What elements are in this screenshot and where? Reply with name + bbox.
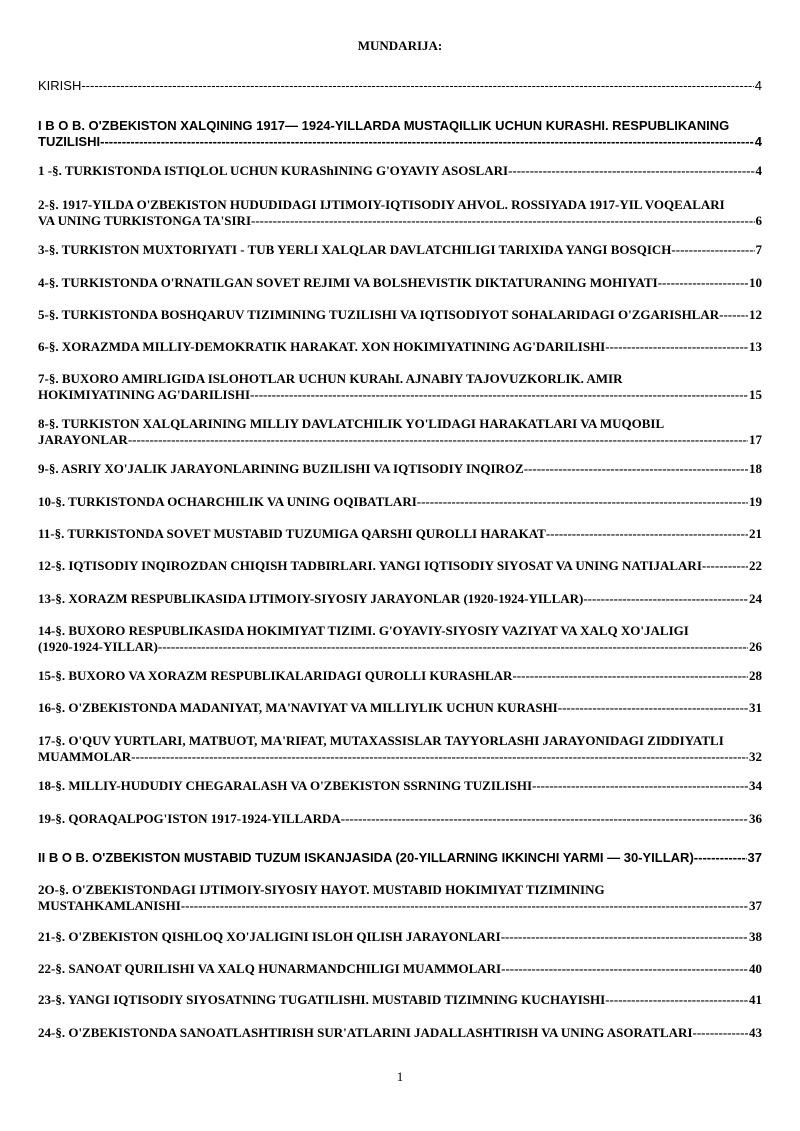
toc-entry-page: 31	[749, 700, 762, 715]
toc-entry-title: 21-§. O'ZBEKISTON QISHLOQ XO'JALIGINI ISLOH QILISH JARAYONLARI	[38, 929, 501, 944]
toc-entry-page: 4	[754, 134, 762, 149]
toc-entry-page: 41	[749, 992, 762, 1007]
dot-leader	[693, 1025, 748, 1041]
dot-leader	[546, 526, 748, 542]
toc-entry-title: 15-§. BUXORO VA XORAZM RESPUBLIKALARIDAGI QUROLLI KURASHLAR	[38, 668, 513, 683]
toc-entry-title: KIRISH	[38, 78, 82, 93]
toc-entry-page: 13	[749, 339, 762, 354]
toc-entry[interactable]	[38, 163, 762, 179]
dot-leader	[512, 668, 748, 684]
dot-leader	[524, 461, 748, 477]
dot-leader	[532, 778, 748, 794]
toc-entry-title-line2: VA UNING TURKISTONGA TA'SIRI	[38, 213, 252, 228]
dot-leader	[501, 961, 748, 977]
toc-entry[interactable]	[38, 558, 762, 574]
dot-leader	[251, 213, 754, 229]
toc-entry-page: 37	[749, 898, 762, 913]
toc-entry[interactable]	[38, 992, 762, 1008]
toc-entry[interactable]	[38, 461, 762, 477]
toc-entry[interactable]	[38, 882, 762, 914]
dot-leader	[131, 749, 748, 765]
toc-entry[interactable]	[38, 591, 762, 607]
dot-leader	[605, 339, 748, 355]
toc-entry-title: 1 -§. TURKISTONDA ISTIQLOL UCHUN KURAShINING G'OYAVIY ASOSLARI	[38, 163, 509, 178]
dot-leader	[417, 494, 748, 510]
toc-entry-page: 15	[749, 387, 762, 402]
toc-entry-page: 10	[749, 275, 762, 290]
toc-entry-page: 12	[749, 307, 762, 322]
dot-leader	[181, 898, 748, 914]
toc-entry-title: 3-§. TURKISTON MUXTORIYATI - TUB YERLI XALQLAR DAVLATCHILIGI TARIXIDA YANGI BOSQICH	[38, 242, 672, 257]
toc-entry[interactable]	[38, 197, 762, 229]
toc-entry-page: 37	[747, 850, 762, 865]
toc-entry-title-line1: 2-§. 1917-YILDA O'ZBEKISTON HUDUDIDAGI IJTIMOIY-IQTISODIY AHVOL. ROSSIYADA 1917-YIL VOQEALARI	[38, 197, 725, 212]
toc-entry-title: 13-§. XORAZM RESPUBLIKASIDA IJTIMOIY-SIYOSIY JARAYONLAR (1920-1924-YILLAR)	[38, 591, 584, 606]
dot-leader	[558, 700, 748, 716]
dot-leader	[605, 992, 748, 1008]
toc-entry-title: 18-§. MILLIY-HUDUDIY CHEGARALASH VA O'ZBEKISTON SSRNING TUZILISHI	[38, 778, 533, 793]
toc-entry[interactable]	[38, 850, 762, 866]
toc-entry-title: 24-§. O'ZBEKISTONDA SANOATLASHTIRISH SUR'ATLARINI JADALLASHTIRISH VA UNING ASORATLARI	[38, 1025, 693, 1040]
toc-entry[interactable]	[38, 526, 762, 542]
toc-entry-page: 26	[749, 639, 762, 654]
toc-entry-title-line1: I B O B. O'ZBEKISTON XALQINING 1917— 1924-YILLARDA MUSTAQILLIK UCHUN KURASHI. RESPUBLIKANING	[38, 118, 730, 133]
toc-entry[interactable]	[38, 494, 762, 510]
toc-entry-page: 4	[754, 78, 762, 93]
toc-entry-title: 9-§. ASRIY XO'JALIK JARAYONLARINING BUZILISHI VA IQTISODIY INQIROZ	[38, 461, 524, 476]
dot-leader	[250, 387, 748, 403]
toc-entry-page: 43	[749, 1025, 762, 1040]
toc-entry-title: II B O B. O'ZBEKISTON MUSTABID TUZUM ISKANJASIDA (20-YILLARNING IKKINCHI YARMI — 30-YILLAR)	[38, 850, 694, 865]
toc-entry-title-line2: HOKIMIYATINING AG'DARILISHI	[38, 387, 251, 402]
toc-entry[interactable]	[38, 623, 762, 655]
toc-entry-page: 40	[749, 961, 762, 976]
dot-leader	[694, 850, 747, 866]
toc-entry-page: 36	[749, 811, 762, 826]
toc-entry[interactable]	[38, 307, 762, 323]
toc-entry-page: 19	[749, 494, 762, 509]
toc-entry[interactable]	[38, 78, 762, 94]
toc-entry-title-line2: TUZILISHI	[38, 134, 101, 149]
toc-entry[interactable]	[38, 733, 762, 765]
toc-entry[interactable]	[38, 242, 762, 258]
toc-entry-page: 4	[755, 163, 762, 178]
toc-entry-title-line2: MUAMMOLAR	[38, 749, 132, 764]
toc-entry[interactable]	[38, 1025, 762, 1041]
toc-entry[interactable]	[38, 778, 762, 794]
dot-leader	[671, 242, 754, 258]
toc-entry-title-line1: 8-§. TURKISTON XALQLARINING MILLIY DAVLATCHILIK YO'LIDAGI HARAKATLARI VA MUQOBIL	[38, 416, 665, 431]
toc-entry-title-line2: (1920-1924-YILLAR)	[38, 639, 158, 654]
toc-entry-title-line1: 2O-§. O'ZBEKISTONDAGI IJTIMOIY-SIYOSIY HAYOT. MUSTABID HOKIMIYAT TIZIMINING	[38, 882, 605, 897]
toc-entry[interactable]	[38, 811, 762, 827]
toc-entry-title: 19-§. QORAQALPOG'ISTON 1917-1924-YILLARDA	[38, 811, 341, 826]
toc-entry-title-line1: 7-§. BUXORO AMIRLIGIDA ISLOHOTLAR UCHUN KURAhI. AJNABIY TAJOVUZKORLIK. AMIR	[38, 371, 623, 386]
dot-leader	[128, 432, 748, 448]
toc-entry-page: 38	[749, 929, 762, 944]
toc-entry-title: 10-§. TURKISTONDA OCHARCHILIK VA UNING OQIBATLARI	[38, 494, 417, 509]
toc-entry-title: 12-§. IQTISODIY INQIROZDAN CHIQISH TADBIRLARI. YANGI IQTISODIY SIYOSAT VA UNING NATIJALARI	[38, 558, 702, 573]
toc-entry[interactable]	[38, 416, 762, 448]
toc-entry-title-line2: JARAYONLAR	[38, 432, 128, 447]
toc-entry-title-line1: 17-§. O'QUV YURTLARI, MATBUOT, MA'RIFAT, MUTAXASSISLAR TAYYORLASHI JARAYONIDAGI ZIDDIYATLI	[38, 733, 724, 748]
dot-leader	[81, 78, 753, 94]
toc-entry-title-line1: 14-§. BUXORO RESPUBLIKASIDA HOKIMIYAT TIZIMI. G'OYAVIY-SIYOSIY VAZIYAT VA XALQ XO'JALIGI	[38, 623, 689, 638]
toc-entry-page: 24	[749, 591, 762, 606]
dot-leader	[719, 307, 748, 323]
toc-entry-page: 17	[749, 432, 762, 447]
toc-entry-page: 7	[755, 242, 762, 257]
toc-entry[interactable]	[38, 118, 762, 150]
toc-entry[interactable]	[38, 275, 762, 291]
toc-entry-title: 16-§. O'ZBEKISTONDA MADANIYAT, MA'NAVIYAT VA MILLIYLIK UCHUN KURASHI	[38, 700, 558, 715]
toc-entry-page: 22	[749, 558, 762, 573]
toc-entry-title: 4-§. TURKISTONDA O'RNATILGAN SOVET REJIMI VA BOLSHEVISTIK DIKTATURANING MOHIYATI	[38, 275, 658, 290]
toc-entry-title: 23-§. YANGI IQTISODIY SIYOSATNING TUGATILISHI. MUSTABID TIZIMNING KUCHAYISHI	[38, 992, 606, 1007]
dot-leader	[658, 275, 748, 291]
toc-entry-title: 5-§. TURKISTONDA BOSHQARUV TIZIMINING TUZILISHI VA IQTISODIYOT SOHALARIDAGI O'ZGARISHLAR	[38, 307, 720, 322]
toc-entry-page: 18	[749, 461, 762, 476]
toc-entry-title: 6-§. XORAZMDA MILLIY-DEMOKRATIK HARAKAT. XON HOKIMIYATINING AG'DARILISHI	[38, 339, 606, 354]
toc-entry[interactable]	[38, 961, 762, 977]
toc-title: MUNDARIJA:	[357, 38, 443, 53]
toc-entry-title-line2: MUSTAHKAMLANISHI	[38, 898, 181, 913]
dot-leader	[501, 929, 748, 945]
page-number: 1	[396, 1069, 404, 1084]
dot-leader	[158, 639, 748, 655]
toc-entry-page: 32	[749, 749, 762, 764]
dot-leader	[100, 134, 754, 150]
dot-leader	[508, 163, 754, 179]
dot-leader	[583, 591, 748, 607]
toc-entry-page: 21	[749, 526, 762, 541]
toc-entry-page: 34	[749, 778, 762, 793]
toc-entry-page: 28	[749, 668, 762, 683]
toc-entry[interactable]	[38, 700, 762, 716]
toc-entry[interactable]	[38, 371, 762, 403]
dot-leader	[702, 558, 748, 574]
toc-entry[interactable]	[38, 668, 762, 684]
toc-entry-page: 6	[755, 213, 762, 228]
toc-entry[interactable]	[38, 339, 762, 355]
toc-entry-title: 11-§. TURKISTONDA SOVET MUSTABID TUZUMIGA QARSHI QUROLLI HARAKAT	[38, 526, 546, 541]
toc-entry[interactable]	[38, 929, 762, 945]
dot-leader	[341, 811, 748, 827]
toc-entry-title: 22-§. SANOAT QURILISHI VA XALQ HUNARMANDCHILIGI MUAMMOLARI	[38, 961, 502, 976]
